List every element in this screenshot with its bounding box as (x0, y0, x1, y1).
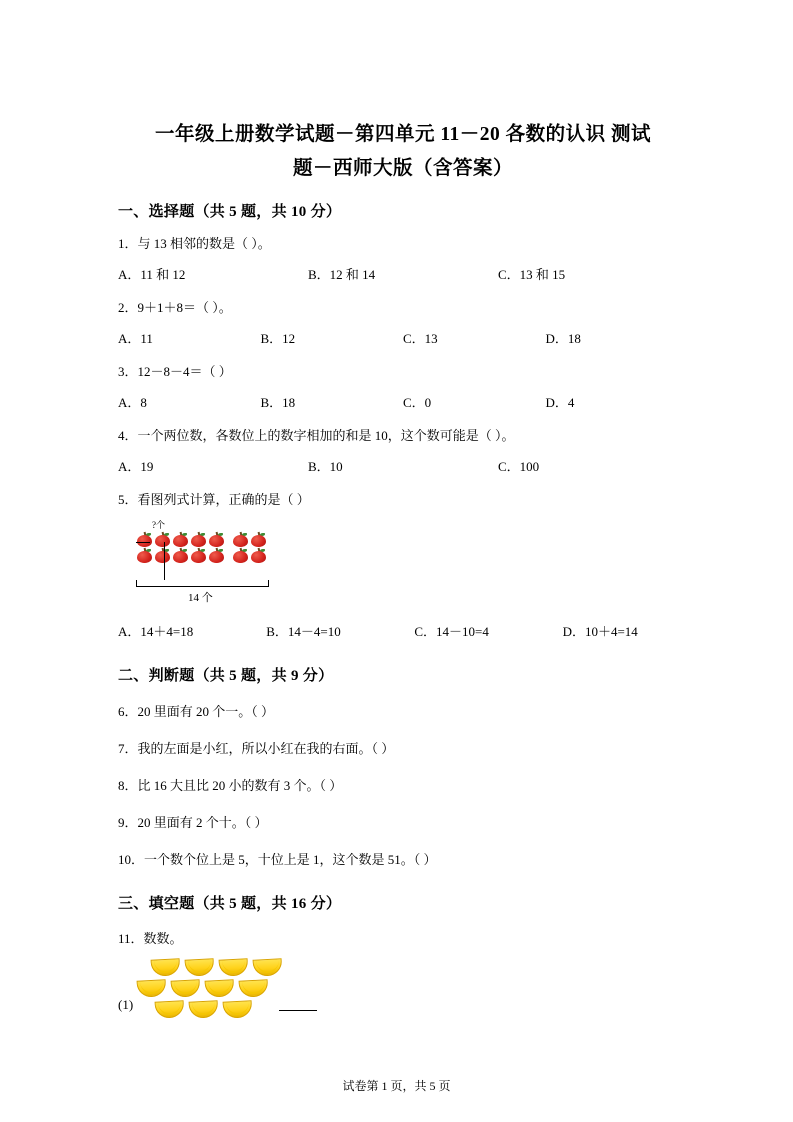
apple-group-left (136, 532, 226, 564)
option-4-c[interactable]: C．100 (497, 459, 540, 474)
banana-icon (183, 957, 217, 978)
question-11-stem: 11．数数。 (118, 931, 183, 946)
apple-figure-top-label: ?个 (152, 520, 165, 530)
option-3-a[interactable]: A．8 (118, 395, 147, 410)
option-5-d[interactable]: D．10＋4=14 (562, 624, 638, 639)
option-2-b[interactable]: B．12 (260, 331, 296, 346)
question-4-options (118, 457, 688, 477)
banana-icon (237, 978, 271, 999)
option-4-a[interactable]: A．19 (118, 459, 154, 474)
apple-icon (136, 548, 153, 564)
option-2-c[interactable]: C．13 (403, 331, 438, 346)
question-5-stem: 5．看图列式计算，正确的是（ ） (118, 492, 310, 507)
page-title (118, 118, 688, 186)
question-7: 7．我的左面是小红，所以小红在我的右面。（ ） (118, 741, 395, 756)
option-4-b[interactable]: B．10 (307, 459, 343, 474)
question-1-options (118, 265, 688, 285)
option-2-a[interactable]: A．11 (118, 331, 153, 346)
option-3-c[interactable]: C．0 (403, 395, 432, 410)
apple-icon (190, 532, 207, 548)
apple-brace-top-left (136, 542, 150, 543)
apple-figure-bottom-label: 14 个 (188, 592, 213, 604)
apple-icon (154, 548, 171, 564)
apple-row-top-right (232, 532, 268, 548)
section-heading-truefalse: 二、判断题（共 5 题，共 9 分） (118, 668, 334, 684)
apple-icon (136, 532, 153, 548)
question-4-stem: 4．一个两位数，各数位上的数字相加的和是 10，这个数可能是（ ）。 (118, 428, 515, 443)
apple-icon (208, 532, 225, 548)
apple-brace-tick-left (136, 580, 137, 587)
apple-icon (190, 548, 207, 564)
apple-brace-tick-right (268, 580, 269, 587)
option-5-c[interactable]: C．14－10=4 (414, 624, 489, 639)
banana-icon (217, 957, 251, 978)
apple-figure (136, 520, 286, 608)
question-11-sub (118, 997, 317, 1013)
banana-figure (118, 957, 418, 1023)
question-1-stem: 1．与 13 相邻的数是（ ）。 (118, 236, 271, 251)
apple-icon (250, 532, 267, 548)
option-3-b[interactable]: B．18 (260, 395, 296, 410)
answer-blank[interactable] (279, 1010, 317, 1011)
apple-row-bottom-left (136, 548, 226, 564)
page-footer: 试卷第 1 页，共 5 页 (342, 1079, 451, 1093)
apple-icon (172, 548, 189, 564)
question-6: 6．20 里面有 20 个一。（ ） (118, 704, 275, 719)
page-title-line-2: 题－西师大版（含答案） (292, 158, 513, 179)
question-8: 8．比 16 大且比 20 小的数有 3 个。（ ） (118, 778, 343, 793)
option-5-b[interactable]: B．14－4=10 (266, 624, 341, 639)
banana-row-middle (135, 978, 287, 999)
banana-icon (203, 978, 237, 999)
apple-icon (232, 548, 249, 564)
question-5-options (118, 622, 688, 642)
question-11-sub-label: (1) (118, 997, 134, 1012)
banana-icon (149, 957, 183, 978)
banana-icon (135, 978, 169, 999)
option-1-a[interactable]: A．11 和 12 (118, 267, 186, 282)
apple-icon (172, 532, 189, 548)
apple-row-top-left (136, 532, 226, 548)
apple-icon (154, 532, 171, 548)
apple-icon (250, 548, 267, 564)
apple-icon (232, 532, 249, 548)
section-heading-fill: 三、填空题（共 5 题，共 16 分） (118, 896, 342, 912)
question-2-stem: 2．9＋1＋8＝（ ）。 (118, 300, 232, 315)
apple-icon (208, 548, 225, 564)
option-1-b[interactable]: B．12 和 14 (307, 267, 376, 282)
option-5-a[interactable]: A．14＋4=18 (118, 624, 194, 639)
section-heading-choice: 一、选择题（共 5 题，共 10 分） (118, 204, 342, 220)
banana-row-top (149, 957, 287, 978)
page-title-line-1: 一年级上册数学试题－第四单元 11－20 各数的认识 测试 (154, 124, 652, 145)
option-3-d[interactable]: D．4 (545, 395, 575, 410)
option-1-c[interactable]: C．13 和 15 (497, 267, 566, 282)
apple-group-right (232, 532, 268, 564)
question-2-options (118, 329, 688, 349)
question-3-stem: 3．12－8－4＝（ ） (118, 364, 232, 379)
banana-icon (251, 957, 285, 978)
option-2-d[interactable]: D．18 (545, 331, 581, 346)
apple-brace-bottom (136, 586, 268, 587)
question-10: 10．一个数个位上是 5，十位上是 1，这个数是 51。（ ） (118, 852, 437, 867)
apple-row-bottom-right (232, 548, 268, 564)
question-9: 9．20 里面有 2 个十。（ ） (118, 815, 268, 830)
question-3-options (118, 393, 688, 413)
apple-divider-line (164, 542, 165, 580)
banana-icon (169, 978, 203, 999)
